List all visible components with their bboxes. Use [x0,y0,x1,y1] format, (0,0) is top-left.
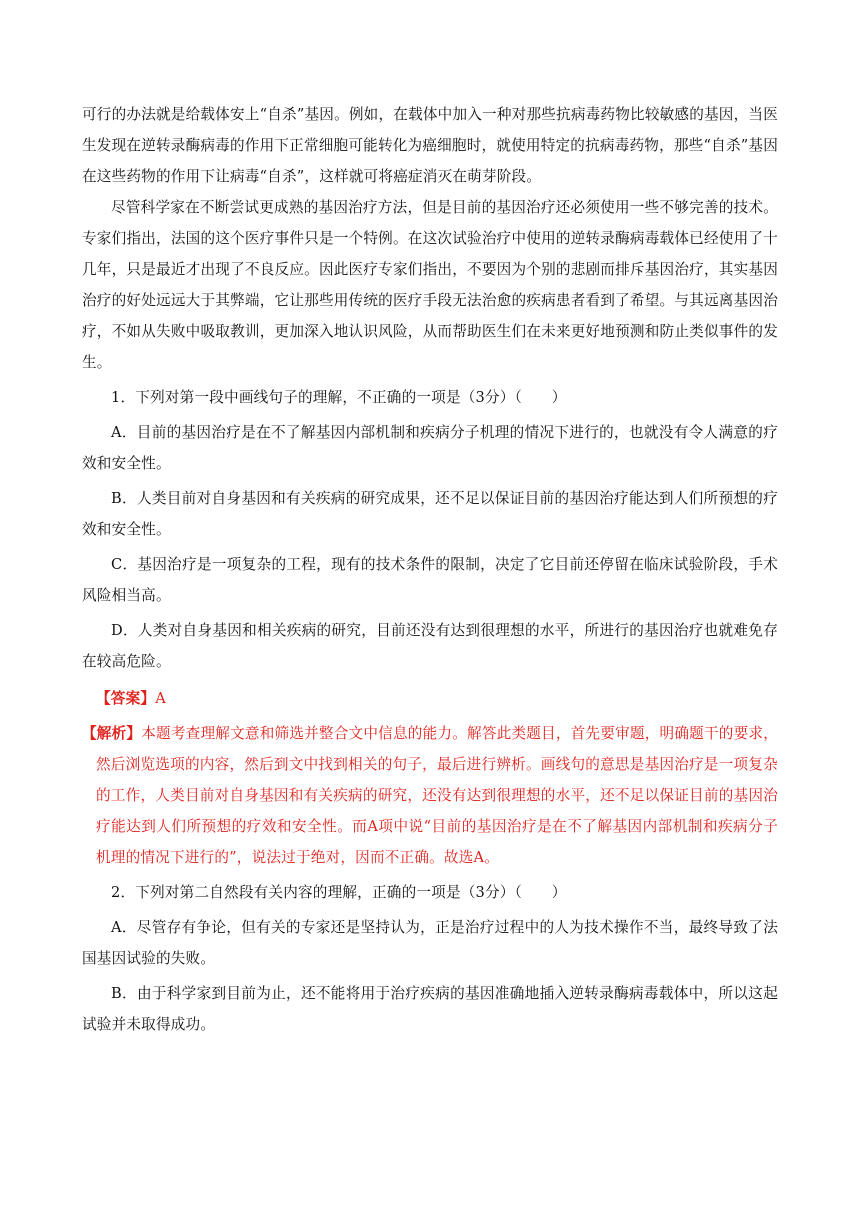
question-2-option-b: B．由于科学家到目前为止，还不能将用于治疗疾病的基因准确地插入逆转录酶病毒载体中，所以这起试验并未取得成功。 [82,985,778,1033]
question-1-option-c: C．基因治疗是一项复杂的工程，现有的技术条件的限制，决定了它目前还停留在临床试验阶段，手术风险相当高。 [82,556,778,604]
analysis-text: 本题考查理解文意和筛选并整合文中信息的能力。解答此类题目，首先要审题，明确题干的要求，然后浏览选项的内容，然后到文中找到相关的句子，最后进行辨析。画线句的意思是基因治疗是一项复杂的工作，人类目前对自身基因和有关疾病的研究，还没有达到很理想的水平，还不足以保证目前的基因治疗能达到人们所预想的疗效和安全性。而A项中说“目前的基因治疗是在不了解基因内部机制和疾病分子机理的情况下进行的”，说法过于绝对，因而不正确。故选A。 [96,725,778,866]
question-1-option-a: A．目前的基因治疗是在不了解基因内部机制和疾病分子机理的情况下进行的，也就没有令人满意的疗效和安全性。 [82,424,778,472]
question-1-analysis [82,718,778,873]
question-2-stem: 2．下列对第二自然段有关内容的理解，正确的一项是（3分）（ ） [111,884,567,901]
question-1-option-b: B．人类目前对自身基因和有关疾病的研究成果，还不足以保证目前的基因治疗能达到人们所预想的疗效和安全性。 [82,490,778,538]
answer-value: A [155,690,166,707]
question-1-option-d: D．人类对自身基因和相关疾病的研究，目前还没有达到很理想的水平，所进行的基因治疗也就难免存在较高危险。 [82,622,778,670]
passage-paragraph-2: 尽管科学家在不断尝试更成熟的基因治疗方法，但是目前的基因治疗还必须使用一些不够完善的技术。专家们指出，法国的这个医疗事件只是一个特例。在这次试验治疗中使用的逆转录酶病毒载体已经使用了十几年，只是最近才出现了不良反应。因此医疗专家们指出，不要因为个别的悲剧而排斥基因治疗，其实基因治疗的好处远远大于其弊端，它让那些用传统的医疗手段无法治愈的疾病患者看到了希望。与其远离基因治疗，不如从失败中吸取教训，更加深入地认识风险，从而帮助医生们在未来更好地预测和防止类似事件的发生。 [82,199,778,371]
passage-paragraph-1: 可行的办法就是给载体安上“自杀”基因。例如，在载体中加入一种对那些抗病毒药物比较敏感的基因，当医生发现在逆转录酶病毒的作用下正常细胞可能转化为癌细胞时，就使用特定的抗病毒药物，那些“自杀”基因在这些药物的作用下让病毒“自杀”，这样就可将癌症消灭在萌芽阶段。 [82,106,778,185]
question-1-answer [82,683,778,714]
analysis-tag: 【解析】 [82,725,142,742]
question-1-stem: 1．下列对第一段中画线句子的理解，不正确的一项是（3分）（ ） [111,389,567,406]
answer-tag: 【答案】 [96,690,156,707]
question-2-option-a: A．尽管存有争论，但有关的专家还是坚持认为，正是治疗过程中的人为技术操作不当，最终导致了法国基因试验的失败。 [82,919,778,967]
